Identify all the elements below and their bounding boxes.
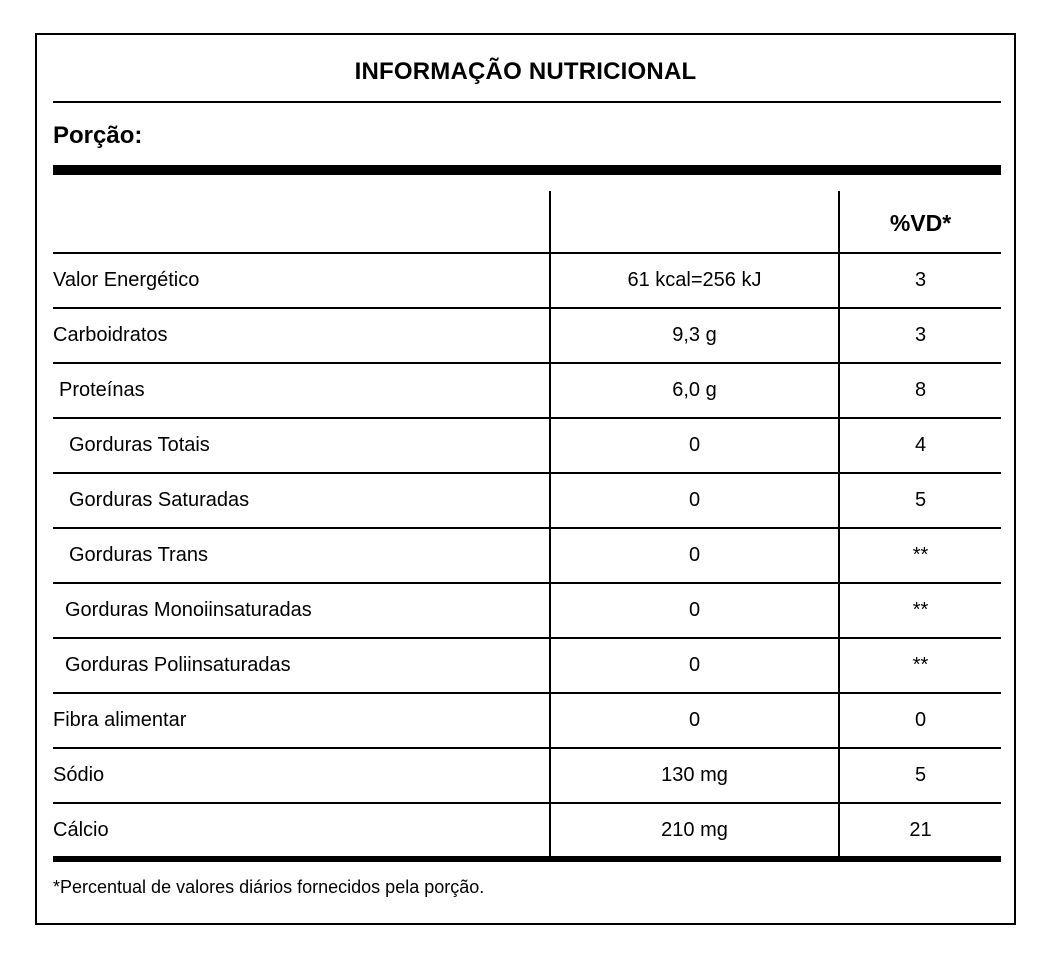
table-row <box>53 804 1001 859</box>
nutrient-name: Sódio <box>53 764 105 786</box>
table-header-row <box>53 191 1001 254</box>
table-row <box>53 694 1001 749</box>
nutrient-name: Valor Energético <box>53 269 200 291</box>
nutrient-vd: 4 <box>914 434 927 456</box>
nutrient-amount: 6,0 g <box>672 379 717 401</box>
nutrient-name: Gorduras Totais <box>69 434 210 456</box>
nutrient-vd: 5 <box>914 764 927 786</box>
nutrient-amount: 0 <box>688 599 701 621</box>
nutrition-label <box>35 33 1016 925</box>
portion-label: Porção: <box>53 122 143 149</box>
thick-divider <box>53 165 1001 175</box>
table-row <box>53 254 1001 309</box>
nutrient-amount: 130 mg <box>661 764 728 786</box>
nutrient-vd: ** <box>912 654 929 676</box>
table-row <box>53 419 1001 474</box>
table-row <box>53 584 1001 639</box>
table-row <box>53 529 1001 584</box>
nutrient-vd: 8 <box>914 379 927 401</box>
nutrient-name: Cálcio <box>53 819 109 841</box>
nutrient-amount: 0 <box>688 434 701 456</box>
nutrient-name: Fibra alimentar <box>53 709 187 731</box>
footnote: *Percentual de valores diários fornecidos pela porção. <box>53 877 485 897</box>
nutrient-name: Gorduras Monoiinsaturadas <box>65 599 312 621</box>
nutrient-name: Gorduras Poliinsaturadas <box>65 654 291 676</box>
title-divider <box>53 101 1001 103</box>
label-title: INFORMAÇÃO NUTRICIONAL <box>354 58 697 85</box>
column-divider-vd <box>838 191 840 859</box>
nutrient-vd: 0 <box>914 709 927 731</box>
nutrient-vd: 3 <box>914 324 927 346</box>
table-row <box>53 639 1001 694</box>
nutrient-vd: 3 <box>914 269 927 291</box>
nutrient-amount: 210 mg <box>661 819 728 841</box>
nutrient-amount: 61 kcal=256 kJ <box>627 269 762 291</box>
nutrient-vd: 21 <box>909 819 932 841</box>
table-row <box>53 364 1001 419</box>
nutrient-amount: 9,3 g <box>672 324 717 346</box>
nutrient-name: Carboidratos <box>53 324 168 346</box>
table-row <box>53 474 1001 529</box>
nutrient-name: Gorduras Trans <box>69 544 208 566</box>
nutrient-amount: 0 <box>688 654 701 676</box>
nutrient-amount: 0 <box>688 709 701 731</box>
header-vd: %VD* <box>889 210 952 236</box>
table-row <box>53 749 1001 804</box>
nutrient-name: Proteínas <box>59 379 145 401</box>
nutrient-amount: 0 <box>688 489 701 511</box>
nutrient-vd: ** <box>912 599 929 621</box>
bottom-thick-divider <box>53 856 1001 862</box>
nutrient-vd: 5 <box>914 489 927 511</box>
nutrient-name: Gorduras Saturadas <box>69 489 250 511</box>
table-row <box>53 309 1001 364</box>
nutrient-amount: 0 <box>688 544 701 566</box>
nutrient-vd: ** <box>912 544 929 566</box>
column-divider-amount <box>549 191 551 859</box>
